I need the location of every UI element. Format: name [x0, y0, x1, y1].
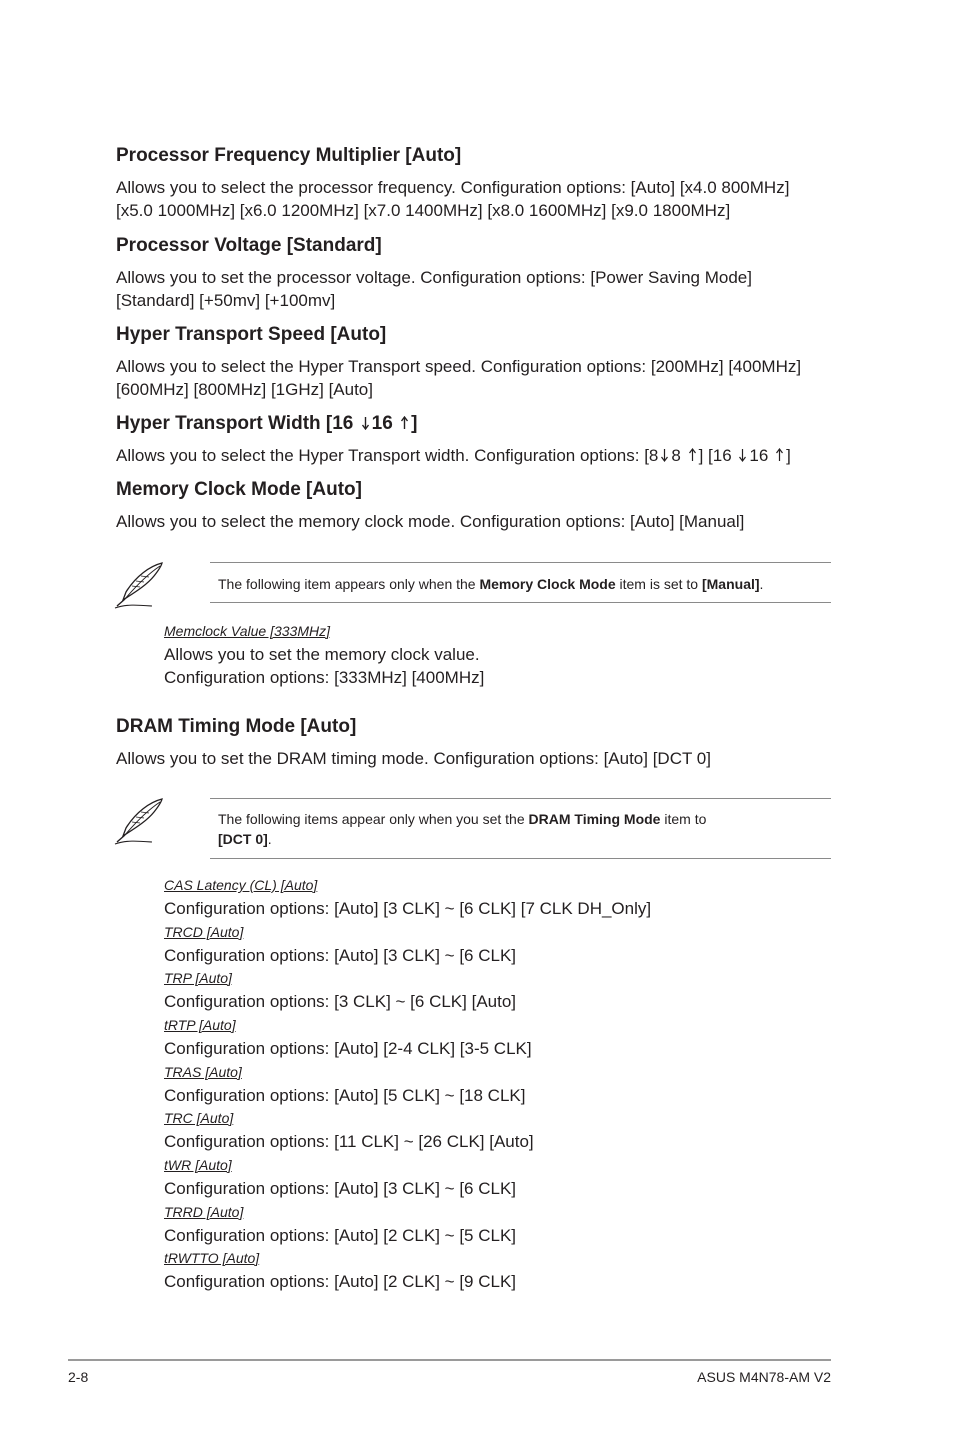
- note-bottom-rule: [210, 858, 831, 859]
- down-arrow-icon: [361, 416, 370, 430]
- note1-text-bold-1: Memory Clock Mode: [479, 576, 616, 592]
- subitem-title-memclock: Memclock Value [333MHz]: [164, 623, 330, 639]
- section-text-processor-frequency-1: Allows you to select the processor frequency. Configuration options: [Auto] [x4.0 800MHz]: [116, 178, 790, 197]
- section-text-ht-speed-1: Allows you to select the Hyper Transport speed. Configuration options: [200MHz] [400MHz]: [116, 357, 802, 376]
- subitem-options-trp: Configuration options: [3 CLK] ~ [6 CLK] [Auto]: [164, 992, 517, 1011]
- note1-text-mid: item is set to: [615, 576, 702, 592]
- subitem-options-tras: Configuration options: [Auto] [5 CLK] ~ [18 CLK]: [164, 1086, 526, 1105]
- subitem-title-trrd: TRRD [Auto]: [164, 1204, 244, 1220]
- up-arrow-icon: [688, 448, 697, 462]
- note2-text-end: .: [267, 831, 272, 847]
- note-dram-timing-line-2: [218, 829, 272, 849]
- note-bottom-rule: [210, 602, 831, 603]
- note2-text-post: item to: [660, 811, 707, 827]
- note1-text-pre: The following item appears only when the: [218, 576, 480, 592]
- note-memory-clock: [218, 574, 763, 594]
- subitem-title-trc: TRC [Auto]: [164, 1110, 234, 1126]
- note2-text-bold-1: DRAM Timing Mode: [528, 811, 661, 827]
- subitem-text-memclock-1: Allows you to set the memory clock value.: [164, 645, 480, 664]
- note-top-rule: [210, 562, 831, 563]
- subitem-options-trc: Configuration options: [11 CLK] ~ [26 CLK] [Auto]: [164, 1132, 534, 1151]
- section-text-processor-voltage-2: [Standard] [+50mv] [+100mv]: [116, 291, 336, 310]
- up-arrow-icon: [775, 448, 784, 462]
- note2-text-bold-2: [DCT 0]: [218, 831, 268, 847]
- subitem-title-cas-latency: CAS Latency (CL) [Auto]: [164, 877, 318, 893]
- page-number: 2-8: [68, 1369, 89, 1385]
- subitem-title-trwtto: tRWTTO [Auto]: [164, 1250, 260, 1266]
- note2-text-pre: The following items appear only when you set the: [218, 811, 529, 827]
- subitem-title-trcd: TRCD [Auto]: [164, 924, 244, 940]
- ht-width-title-prefix: Hyper Transport Width [16: [116, 413, 354, 434]
- subitem-options-twr: Configuration options: [Auto] [3 CLK] ~ [6 CLK]: [164, 1179, 517, 1198]
- ht-width-line-c: 16: [749, 446, 769, 465]
- up-arrow-icon: [400, 416, 409, 430]
- section-title-ht-width: [116, 413, 417, 435]
- subitem-options-trcd: Configuration options: [Auto] [3 CLK] ~ [6 CLK]: [164, 946, 517, 965]
- down-arrow-icon: [660, 448, 669, 462]
- down-arrow-icon: [738, 448, 747, 462]
- section-text-dram-timing: Allows you to set the DRAM timing mode. Configuration options: [Auto] [DCT 0]: [116, 749, 711, 768]
- ht-width-line-d: ]: [786, 446, 791, 465]
- subitem-title-trp: TRP [Auto]: [164, 970, 232, 986]
- section-text-memory-clock: Allows you to select the memory clock mode. Configuration options: [Auto] [Manual]: [116, 512, 745, 531]
- section-title-memory-clock: Memory Clock Mode [Auto]: [116, 479, 362, 500]
- ht-width-line-a: 8: [671, 446, 681, 465]
- note1-text-post: .: [759, 576, 764, 592]
- subitem-options-cas-latency: Configuration options: [Auto] [3 CLK] ~ [6 CLK] [7 CLK DH_Only]: [164, 899, 652, 918]
- subitem-options-trwtto: Configuration options: [Auto] [2 CLK] ~ [9 CLK]: [164, 1272, 517, 1291]
- product-name: ASUS M4N78-AM V2: [697, 1369, 831, 1385]
- feather-pen-icon: [112, 796, 168, 848]
- subitem-title-twr: tWR [Auto]: [164, 1157, 232, 1173]
- section-title-ht-speed: Hyper Transport Speed [Auto]: [116, 324, 387, 345]
- section-text-processor-frequency-2: [x5.0 1000MHz] [x6.0 1200MHz] [x7.0 1400MHz] [x8.0 1600MHz] [x9.0 1800MHz]: [116, 201, 731, 220]
- section-title-processor-frequency: Processor Frequency Multiplier [Auto]: [116, 145, 462, 166]
- note1-text-bold-2: [Manual]: [701, 576, 760, 592]
- subitem-title-trtp: tRTP [Auto]: [164, 1017, 236, 1033]
- footer-rule: [68, 1359, 831, 1361]
- ht-width-line-prefix: Allows you to select the Hyper Transport width. Configuration options: [8: [116, 446, 659, 465]
- ht-width-title-suffix: ]: [411, 413, 418, 434]
- subitem-text-memclock-2: Configuration options: [333MHz] [400MHz]: [164, 668, 485, 687]
- subitem-title-tras: TRAS [Auto]: [164, 1064, 242, 1080]
- section-title-processor-voltage: Processor Voltage [Standard]: [116, 235, 382, 256]
- ht-width-title-mid: 16: [371, 413, 393, 434]
- subitem-options-trtp: Configuration options: [Auto] [2-4 CLK] [3-5 CLK]: [164, 1039, 532, 1058]
- subitem-options-trrd: Configuration options: [Auto] [2 CLK] ~ [5 CLK]: [164, 1226, 517, 1245]
- section-title-dram-timing: DRAM Timing Mode [Auto]: [116, 716, 357, 737]
- section-text-ht-width: [116, 444, 791, 467]
- note-dram-timing-line-1: [218, 809, 706, 829]
- section-text-ht-speed-2: [600MHz] [800MHz] [1GHz] [Auto]: [116, 380, 373, 399]
- section-text-processor-voltage-1: Allows you to set the processor voltage. Configuration options: [Power Saving Mode]: [116, 268, 752, 287]
- feather-pen-icon: [112, 560, 168, 612]
- ht-width-line-b: ] [16: [698, 446, 732, 465]
- note-top-rule: [210, 798, 831, 799]
